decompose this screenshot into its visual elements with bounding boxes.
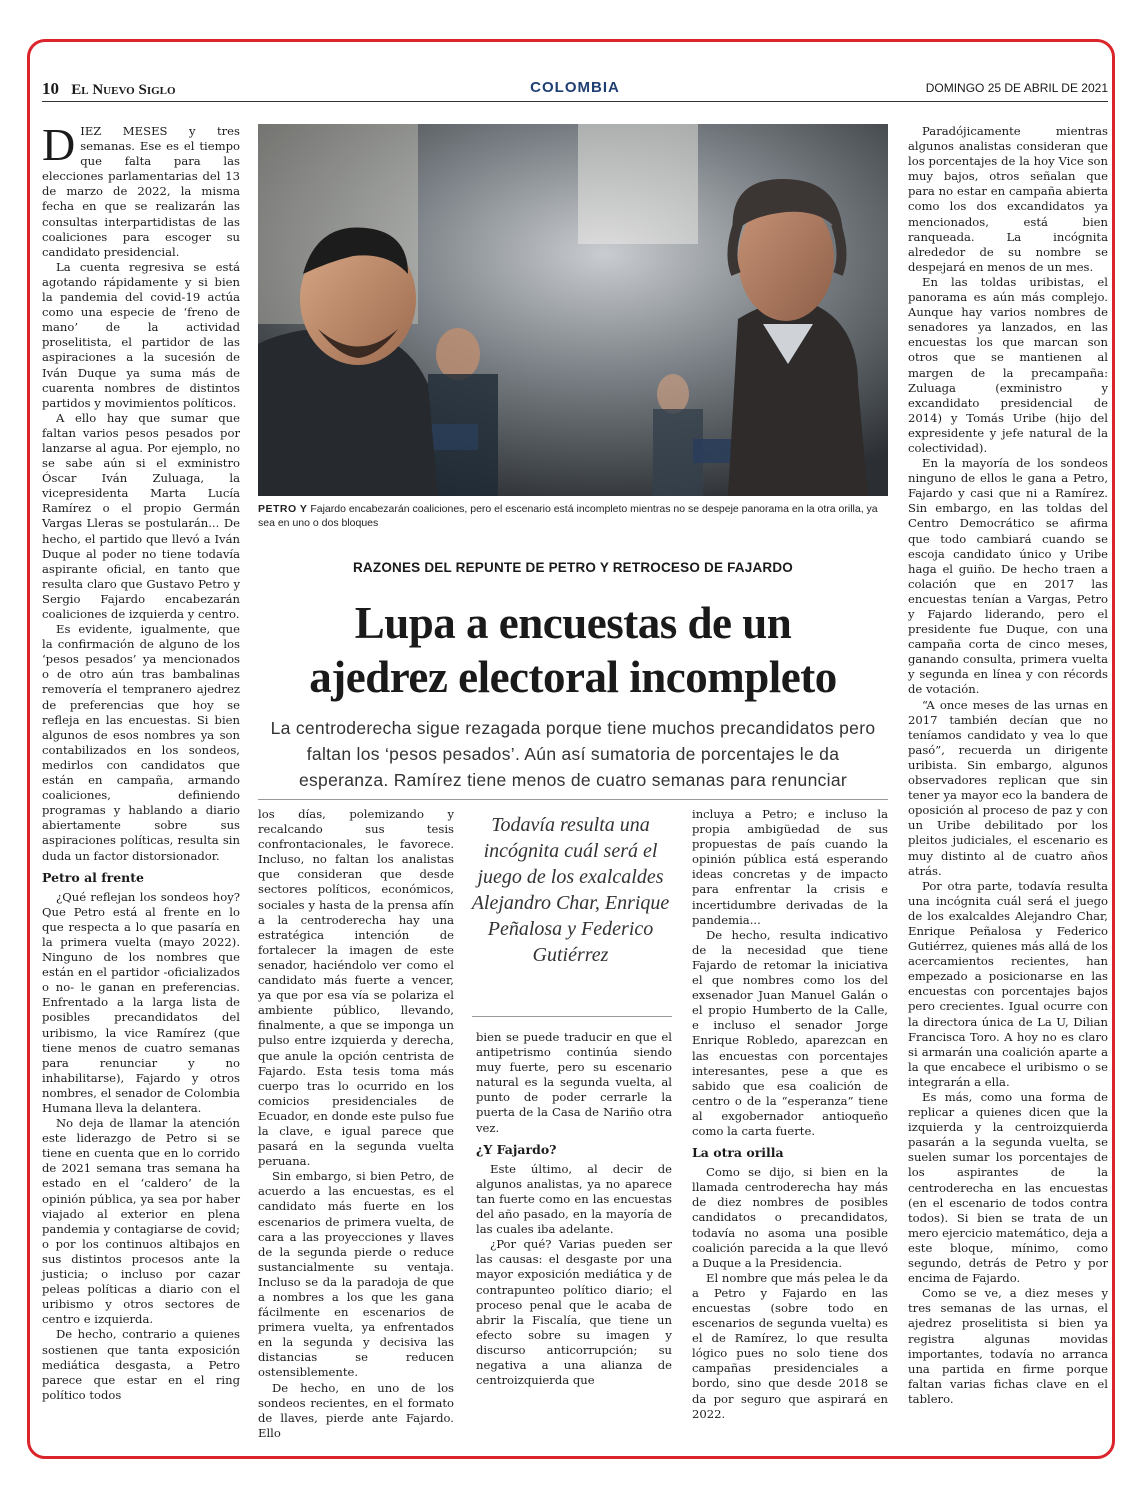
subhead: La otra orilla [692,1145,784,1161]
headline-line-2: ajedrez electoral incompleto [309,652,837,702]
column-4 [692,807,888,1421]
paragraph: ¿Qué reflejan los sondeos hoy? Que Petro está al frente en lo que respecta a lo que pasaría en la primera vuelta (mayo 2022). Ninguno de los nombres que están en el partidor -oficializados o no- le ganan en preferencias. Enfrentado a la larga lista de posibles precandidatos del uribismo, la vice Ramírez (que tiene menos de cuatro semanas para renunciar y no inhabilitarse), Fajardo y otros nombres, el senador de Colombia Humana lleva la delantera. [42,889,240,1115]
lead-text: IEZ MESES y tres semanas. Ese es el tiempo que falta para las elecciones parlamentarias del 13 de marzo de 2022, la misma fecha en que se realizarán las consultas interpartidistas de las coaliciones para escoger su candidato presidencial. [42,124,240,259]
subhead: ¿Y Fajardo? [476,1141,557,1157]
pull-quote: Todavía resulta una incógnita cuál será el juego de los exalcaldes Alejandro Char, Enrique Peñalosa y Federico Gutiérrez [471,814,670,966]
headline [258,596,888,704]
paragraph: Es evidente, igualmente, que la confirmación de alguno de los ‘pesos pesados’ ya mencionados o de otro aún tras bambalinas removería el tempranero ajedrez de preferencias que hoy se refleja en las encuestas. Si bien algunos de esos nombres ya son contabilizados en los sondeos, medirlos con candidatos que están en campaña, armando coaliciones, definiendo programas y hablando a diario abiertamente sobre sus aspiraciones políticas, resulta sin duda un factor distorsionador. [42,622,240,863]
drop-cap: D [42,119,76,170]
paragraph: De hecho, en uno de los sondeos recientes, en el formato de llaves, pierde ante Fajardo. Ello [258,1380,454,1440]
paragraph: De hecho, resulta indicativo de la necesidad que tiene Fajardo de retomar la iniciativa el que nombres como los del exsenador Juan Manuel Galán o el propio Humberto de la Calle, e incluso el senador Jorge Enrique Robledo, aparezcan en las encuestas con porcentajes interesantes, pese a que es sabido que esa coalición de centro o de la “esperanza” tiene al exgobernador antioqueño como la carta fuerte. [692,927,888,1138]
paragraph: los días, polemizando y recalcando sus tesis confrontacionales, le favorece. Incluso, no faltan los analistas que consideran que desde sectores políticos, económicos, sociales y hasta de la prensa afín a la centroderecha hay una estratégica intención de fortalecer la imagen de este senador, haciéndolo ver como el candidato más fuerte a vencer, ya que por esa vía se polariza el ambiente público, llevando, finalmente, a que se imponga un pulso entre izquierda y derecha, que anule la opción centrista de Fajardo. Esta tesis toma más cuerpo tras lo ocurrido en los comicios presidenciales de Ecuador, en donde este pulso fue la clave, e igual parece que pasará en la segunda vuelta peruana. [258,807,454,1169]
caption-text: Fajardo encabezarán coaliciones, pero el escenario está incompleto mientras no se despeje panorama en la otra orilla, ya sea en uno o dos bloques [258,503,878,529]
deck: La centroderecha sigue rezagada porque tiene muchos precandidatos pero faltan los ‘pesos pesados’. Aún así sumatoria de porcentajes le da esperanza. Ramírez tiene menos de cuatro semanas para renunciar [270,718,876,790]
publication-name: El Nuevo Siglo [71,82,176,98]
pull-quote-rule [472,1016,672,1017]
page-number: 10 [42,79,59,98]
paragraph: ¿Por qué? Varias pueden ser las causas: el desgaste por una mayor exposición mediática y de contrapunteo político diario; el proceso penal que le acaba de abrir la Fiscalía, que tiene un efecto sobre su imagen y discurso anticorrupción; su negativa a una alianza de centroizquierda que [476,1237,672,1388]
paragraph: Por otra parte, todavía resulta una incógnita cuál será el juego de los exalcaldes Alejandro Char, Enrique Peñalosa y Federico Gutiérrez, quienes más allá de los acercamientos recientes, han empezado a posicionarse en las encuestas con porcentajes bajos pero crecientes. Igual ocurre con la directora única de La U, Dilian Francisca Toro. A hoy no es claro si armarán una coalición aparte a la que encabece el uribismo o se integrarán a ella. [908,878,1108,1089]
lead-paragraph [42,119,240,260]
subhead: Petro al frente [42,869,144,885]
paragraph: Paradójicamente mientras algunos analistas consideran que los porcentajes de la hoy Vice son muy bajos, otros señalan que para no estar en campaña abierta como los dos excandidatos ya mencionados, está bien ranqueada. La incógnita alrededor de su nombre se despejará en menos de un mes. [908,124,1108,274]
caption-lead: PETRO Y [258,503,308,515]
section-name: COLOMBIA [530,79,620,96]
paragraph: incluya a Petro; e incluso la propia ambigüedad de sus propuestas de país cuando la opinión pública está esperando ideas concretas y de impacto para enfrentar la crisis e incertidumbre derivadas de la pandemia... [692,807,888,927]
paragraph: bien se puede traducir en que el antipetrismo continúa siendo muy fuerte, pero su escenario natural es la segunda vuelta, al punto de poder cerrarle la puerta de la Casa de Nariño otra vez. [476,1030,672,1135]
article-photo [258,124,888,496]
paragraph: No deja de llamar la atención este liderazgo de Petro si se tiene en cuenta que en lo corrido de 2021 semana tras semana ha estado en el ‘caldero’ de la opinión pública, ya sea por haber viajado al exterior en plena pandemia y contagiarse de covid; o por los continuos altibajos en sus distintos procesos ante la justicia; o incluso por cazar peleas políticas a diario con el uribismo y otros sectores de centro e izquierda. [42,1116,240,1327]
column-5 [908,124,1108,1406]
photo-illustration [258,124,888,496]
paragraph: “A once meses de las urnas en 2017 también decían que no teníamos candidato y vea lo que pasó”, recuerda un dirigente uribista. Sin embargo, algunos observadores replican que sin tener ya mayor eco la bandera de oposición al proceso de paz y con un Uribe debilitado por los pleitos judiciales, el escenario es muy distinto al de cuatro años atrás. [908,697,1108,878]
headline-line-1: Lupa a encuestas de un [354,598,792,648]
page-header [42,79,1108,101]
column-3 [476,1030,672,1402]
deck-rule [258,799,888,800]
paragraph: Este último, al decir de algunos analistas, ya no aparece tan fuerte como en las encuestas del año pasado, en la mayoría de las cuales iba adelante. [476,1161,672,1237]
paragraph: En la mayoría de los sondeos ninguno de ellos le gana a Petro, Fajardo y casi que ni a Ramírez. Sin embargo, en las toldas del Centro Democrático se afirma que todo cambiará cuando se escoja candidato único y Uribe haga el guiño. De hecho traen a colación que en 2017 las encuestas tenían a Vargas, Petro y Fajardo liderando, pero el presidente fue Duque, con una campaña corta de cinco meses, ganando consulta, primera vuelta y segunda en línea y con récords de votación. [908,456,1108,697]
paragraph: Es más, como una forma de replicar a quienes dicen que la izquierda y la centroizquierda pasarán a la segunda vuelta, se suelen sumar los porcentajes de los aspirantes de la centroderecha en las encuestas (en el escenario de todos contra todos). Si bien se trata de un mero ejercicio matemático, deja a este bloque, mínimo, como segundo, detrás de Petro y por encima de Fajardo. [908,1090,1108,1286]
paragraph: El nombre que más pelea le da a Petro y Fajardo en las encuestas (sobre todo en escenarios de segunda vuelta) es el de Ramírez, lo que resulta lógico pues no solo tiene dos campañas presidenciales a bordo, sino que desde 2018 se da por seguro que aspirará en 2022. [692,1270,888,1421]
paragraph: Como se dijo, si bien en la llamada centroderecha hay más de diez nombres de posibles candidatos o precandidatos, todavía no asoma una posible coalición parecida a la que llevó a Duque a la Presidencia. [692,1165,888,1270]
paragraph: De hecho, contrario a quienes sostienen que tanta exposición mediática desgasta, a Petro parece que estar en el ring político todos [42,1327,240,1402]
paragraph: Como se ve, a diez meses y tres semanas de las urnas, el ajedrez proselitista si bien ya registra algunas movidas importantes, todavía no arranca una partida en firme porque faltan varias fichas clave en el tablero. [908,1286,1108,1406]
paragraph: La cuenta regresiva se está agotando rápidamente y si bien la pandemia del covid-19 actúa como una especie de ‘freno de mano’ de la actividad proselitista, el partidor de las aspiraciones a la sucesión de Iván Duque ya suma más de cuarenta nombres de distintos partidos y movimientos políticos. [42,259,240,410]
header-rule [42,101,1108,102]
issue-date: DOMINGO 25 DE ABRIL DE 2021 [925,81,1108,95]
paragraph: En las toldas uribistas, el panorama es aún más complejo. Aunque hay varios nombres de senadores ya lanzados, en las encuestas los que marcan son otros que se mantienen al margen de la precampaña: Zuluaga (exministro y excandidato presidencial de 2014) y Tomás Uribe (hijo del expresidente y jefe natural de la colectividad). [908,274,1108,455]
photo-caption [258,502,888,530]
kicker: RAZONES DEL REPUNTE DE PETRO Y RETROCESO DE FAJARDO [352,560,794,575]
paragraph: Sin embargo, si bien Petro, de acuerdo a las encuestas, es el candidato más fuerte en los escenarios de primera vuelta, de cara a las proyecciones y llaves de la segunda pierde o reduce sustancialmente su ventaja. Incluso se da la paradoja de que a nombres a los que les gana fácilmente en escenarios de primera vuelta, ya enfrentados en la segunda y decisiva las distancias se reducen ostensiblemente. [258,1169,454,1380]
column-2 [258,807,454,1440]
paragraph: A ello hay que sumar que faltan varios pesos pesados por lanzarse al agua. Por ejemplo, no se sabe aún si el exministro Óscar Iván Zuluaga, la vicepresidenta Marta Lucía Ramírez o el propio Germán Vargas Lleras se postularán... De hecho, el partido que llevó a Iván Duque al poder no tiene todavía aspirante oficial, en tanto que resulta claro que Gustavo Petro y Sergio Fajardo encabezarán coaliciones de izquierda y centro. [42,410,240,621]
column-1 [42,119,240,1402]
